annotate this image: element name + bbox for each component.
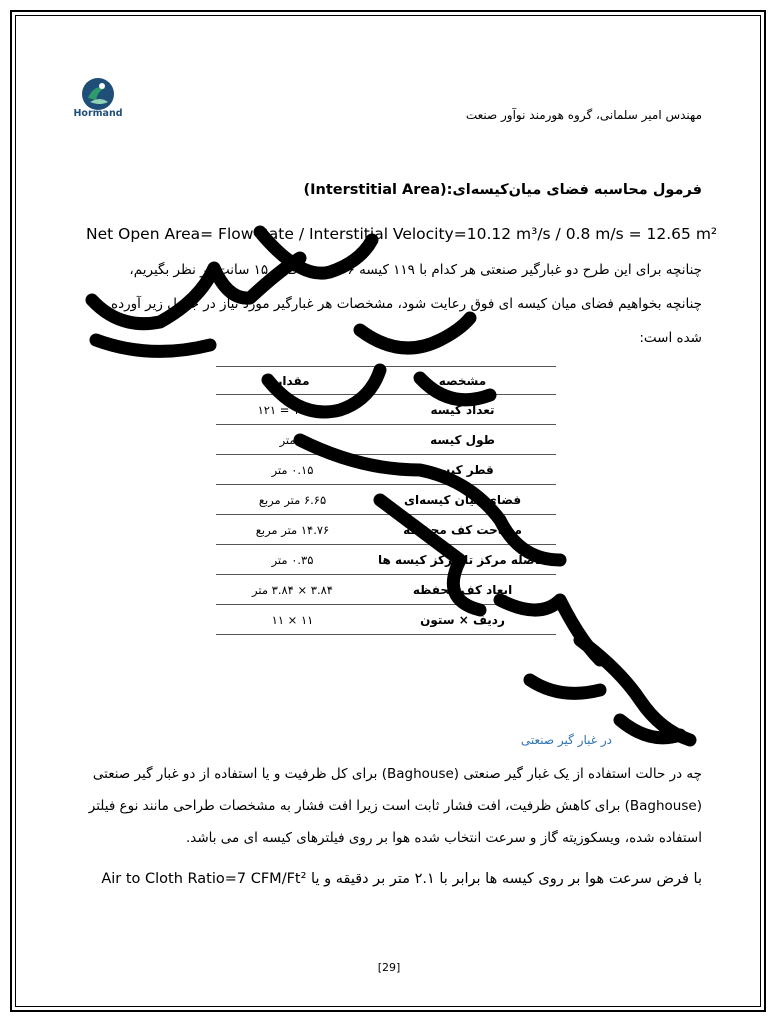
section-heading: فرمول محاسبه فضای میان‌کیسه‌ای:(Interstitial Area): [303, 182, 702, 198]
column-header-spec: مشخصه: [369, 367, 556, 395]
formula-line: Net Open Area= Flow Rate / Interstitial Velocity=10.12 m³/s / 0.8 m/s = 12.65 m²: [86, 225, 718, 243]
row-name: ردیف × ستون: [369, 605, 556, 635]
row-value: ۳.۸۴ × ۳.۸۴ متر: [216, 575, 369, 605]
table-row: [216, 515, 556, 545]
logo-wordmark: Hormand: [73, 108, 123, 119]
table-row: [216, 455, 556, 485]
row-value: ۱۱۹+۲ = ۱۲۱: [216, 395, 369, 425]
ratio-line: با فرض سرعت هوا بر روی کیسه ها برابر با ۲.۱ متر بر دقیقه و یا Air to Cloth Ratio=7 CFM/Ft²: [101, 871, 702, 887]
row-value: ۰.۱۵ متر: [216, 455, 369, 485]
body-line-3: استفاده شده، ویسکوزیته گاز و سرعت انتخاب شده هوا بر روی فیلترهای کیسه ای می باشد.: [185, 830, 702, 846]
table-row: [216, 425, 556, 455]
row-value: ۶.۶۵ متر مربع: [216, 485, 369, 515]
intro-line-2: چنانچه بخواهیم فضای میان کیسه ای فوق رعایت شود، مشخصات هر غبارگیر مورد نیاز در جدول زیر آورده: [111, 296, 702, 312]
row-value: ۱۴.۷۶ متر مربع: [216, 515, 369, 545]
row-name: فاصله مرکز تا مرکز کیسه ها: [369, 545, 556, 575]
row-value: ۰.۳۵ متر: [216, 545, 369, 575]
row-name: مساحت کف محفظه: [369, 515, 556, 545]
row-name: طول کیسه: [369, 425, 556, 455]
spec-table: [216, 366, 556, 635]
page-number: [29]: [377, 961, 401, 974]
intro-line-3: شده است:: [639, 330, 702, 346]
column-header-value: مقدار: [216, 367, 369, 395]
body-line-2: (Baghouse) برای کاهش ظرفیت، افت فشار ثابت است زیرا افت فشار به مشخصات طراحی مانند نوع فیلتر: [88, 798, 702, 814]
body-line-1: چه در حالت استفاده از یک غبار گیر صنعتی (Baghouse) برای کل ظرفیت و یا استفاده از دو غبار گیر صنعتی: [92, 766, 702, 782]
row-name: ابعاد کف محفظه: [369, 575, 556, 605]
subsection-heading: در غبار گیر صنعتی: [520, 733, 612, 747]
table-row: [216, 545, 556, 575]
table-row: [216, 485, 556, 515]
author-line: مهندس امیر سلمانی، گروه هورمند نوآور صنعت: [465, 108, 702, 122]
row-name: تعداد کیسه: [369, 395, 556, 425]
intro-line-1: چنانچه برای این طرح دو غبارگیر صنعتی هر کدام با ۱۱۹ کیسه ۶ متری با قطر ۱۵ سانت در نظر بگیریم،: [129, 262, 702, 278]
table-row: [216, 395, 556, 425]
table-row: [216, 605, 556, 635]
table-row: [216, 575, 556, 605]
table-header-row: [216, 367, 556, 395]
row-value: ۶ متر: [216, 425, 369, 455]
row-name: فضای میان کیسه‌ای: [369, 485, 556, 515]
row-value: ۱۱ × ۱۱: [216, 605, 369, 635]
row-name: قطر کیسه: [369, 455, 556, 485]
